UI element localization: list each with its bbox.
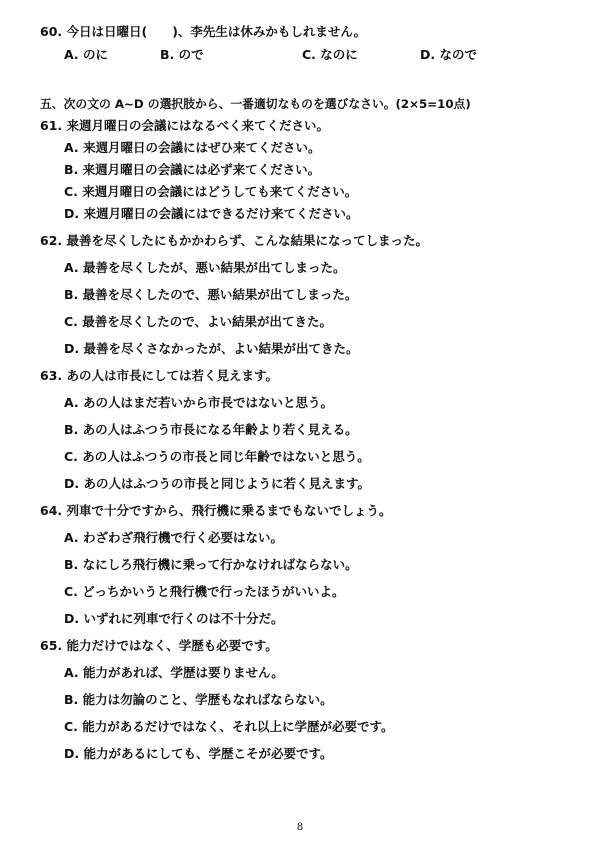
question-62-stem: 62. 最善を尽くしたにもかかわらず、こんな結果になってしまった。 — [40, 233, 428, 248]
question-64-option-a: A. わざわざ飛行機で行く必要はない。 — [64, 530, 284, 545]
question-63-option-d: D. あの人はふつうの市長と同じように若く見えます。 — [64, 476, 370, 491]
question-65-option-c: C. 能力があるだけではなく、それ以上に学歴が必要です。 — [64, 719, 394, 734]
question-60-option-a: A. のに — [64, 47, 109, 62]
question-62-option-c: C. 最善を尽くしたので、よい結果が出てきた。 — [64, 314, 333, 329]
question-64-option-c: C. どっちかいうと飛行機で行ったほうがいいよ。 — [64, 584, 345, 599]
question-63-stem: 63. あの人は市長にしては若く見えます。 — [40, 368, 278, 383]
question-64-option-d: D. いずれに列車で行くのは不十分だ。 — [64, 611, 284, 626]
question-62-option-d: D. 最善を尽くさなかったが、よい結果が出てきた。 — [64, 341, 359, 356]
question-65-stem: 65. 能力だけではなく、学歴も必要です。 — [40, 638, 278, 653]
question-60-stem: 60. 今日は日曜日( )、李先生は休みかもしれません。 — [40, 24, 367, 39]
question-61-option-b: B. 来週月曜日の会議には必ず来てください。 — [64, 162, 321, 177]
question-61-option-c: C. 来週月曜日の会議にはどうしても来てください。 — [64, 184, 358, 199]
question-61-option-a: A. 来週月曜日の会議にはぜひ来てください。 — [64, 140, 321, 155]
question-65-option-a: A. 能力があれば、学歴は要りません。 — [64, 665, 284, 680]
question-60-option-c: C. なのに — [302, 47, 358, 62]
question-64-stem: 64. 列車で十分ですから、飛行機に乗るまでもないでしょう。 — [40, 503, 392, 518]
question-63-option-b: B. あの人はふつう市長になる年齢より若く見える。 — [64, 422, 358, 437]
question-61-stem: 61. 来週月曜日の会議にはなるべく来てください。 — [40, 118, 329, 133]
question-63-option-a: A. あの人はまだ若いから市長ではないと思う。 — [64, 395, 334, 410]
section-heading: 五、次の文の A~D の選択肢から、一番適切なものを選びなさい。(2×5=10点) — [40, 97, 471, 111]
question-65-option-b: B. 能力は勿論のこと、学歴もなればならない。 — [64, 692, 333, 707]
question-61-option-d: D. 来週月曜日の会議にはできるだけ来てください。 — [64, 206, 359, 221]
page-number: 8 — [296, 822, 304, 833]
question-64-option-b: B. なにしろ飛行機に乗って行かなければならない。 — [64, 557, 358, 572]
question-60-option-b: B. ので — [160, 47, 204, 62]
question-65-option-d: D. 能力があるにしても、学歴こそが必要です。 — [64, 746, 333, 761]
question-63-option-c: C. あの人はふつうの市長と同じ年齢ではないと思う。 — [64, 449, 370, 464]
question-62-option-b: B. 最善を尽くしたので、悪い結果が出てしまった。 — [64, 287, 358, 302]
question-62-option-a: A. 最善を尽くしたが、悪い結果が出てしまった。 — [64, 260, 346, 275]
question-60-option-d: D. なので — [420, 47, 477, 62]
